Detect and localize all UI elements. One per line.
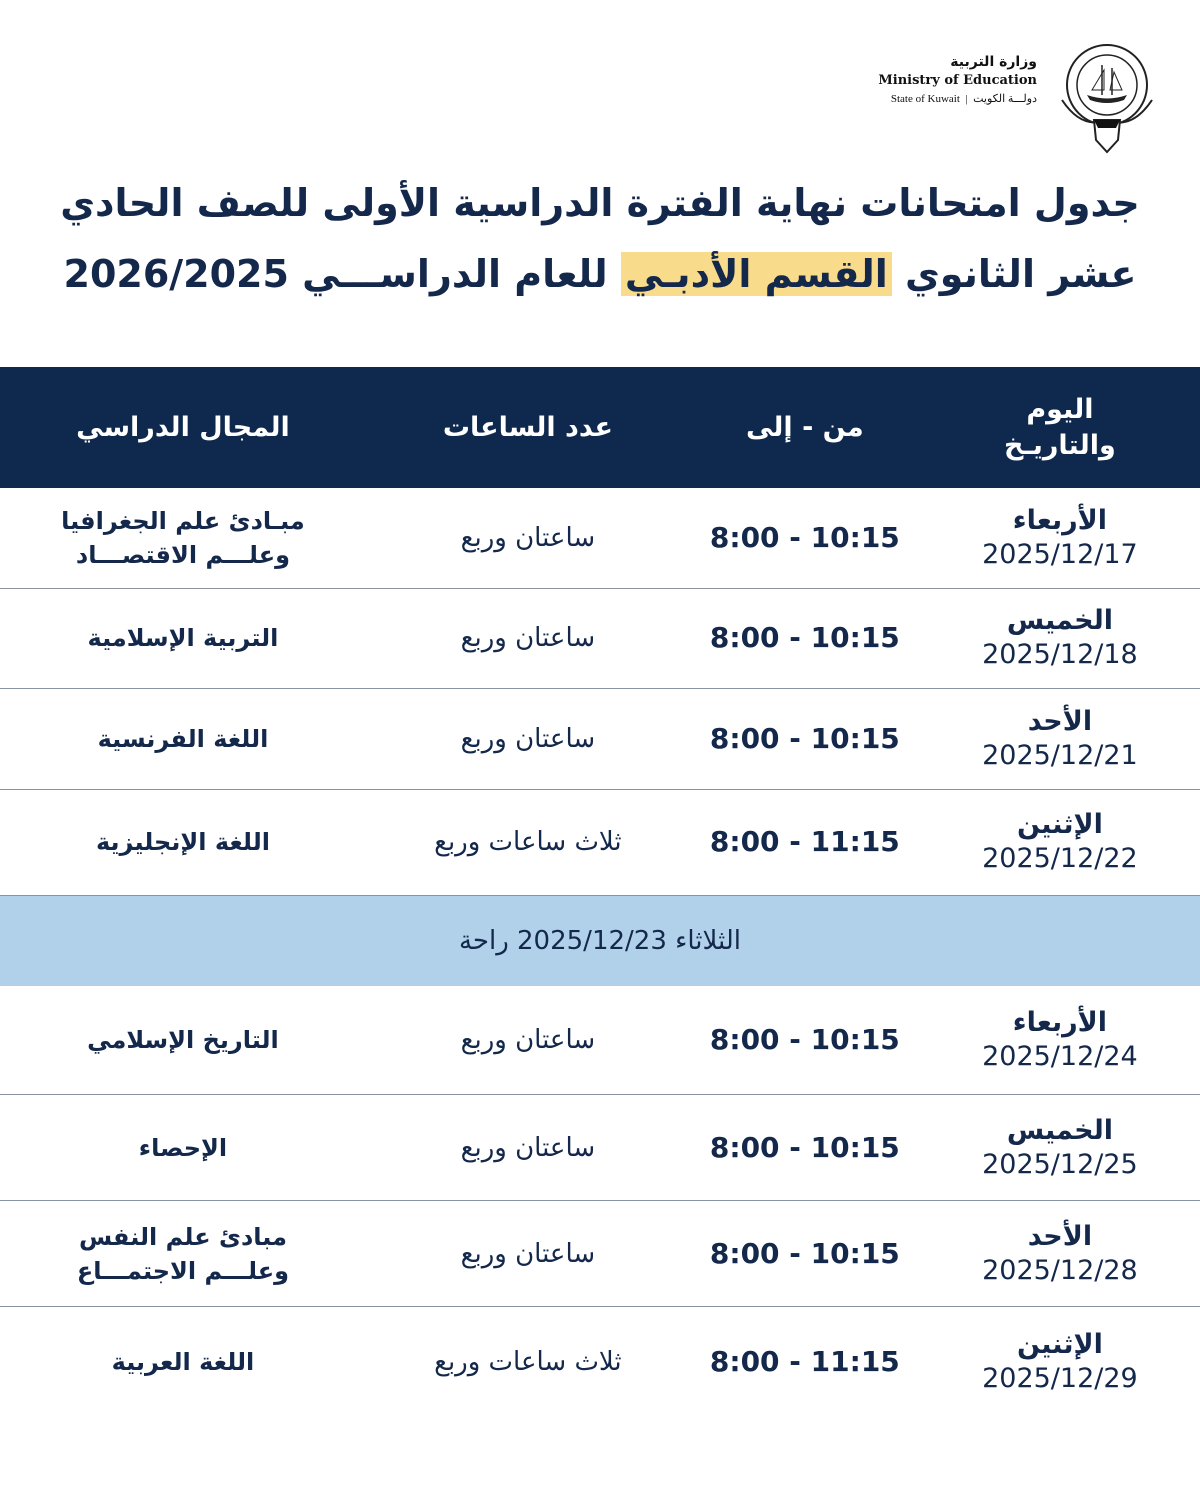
time-cell: 8:00 - 11:15 <box>709 1345 900 1379</box>
time-cell: 8:00 - 10:15 <box>690 986 920 1095</box>
day-date-cell <box>920 1201 1200 1307</box>
time-cell: 8:00 - 11:15 <box>690 789 920 895</box>
subject-text: اللغة العربية <box>111 1348 255 1377</box>
hours-cell: ثلاث ساعات وربع <box>434 1347 622 1378</box>
subject-cell <box>0 488 366 588</box>
day-name: الخميس <box>1006 605 1113 636</box>
subject-text: مبـادئ علم الجغرافيا وعلـــم الاقتصـــاد <box>61 506 305 569</box>
title-part: عشر الثانوي <box>904 252 1137 296</box>
time-cell: 8:00 - 10:15 <box>690 688 920 789</box>
subject-cell <box>0 986 366 1095</box>
ministry-logo <box>832 40 1162 155</box>
date: 2025/12/24 <box>982 1040 1138 1072</box>
ministry-name-en: Ministry of Education <box>878 73 1037 88</box>
day-name: الأحد <box>1027 705 1093 737</box>
hours-cell: ساعتان وربع <box>366 588 690 688</box>
subject-text: الإحصاء <box>138 1133 228 1162</box>
date: 2025/12/29 <box>982 1363 1138 1395</box>
day-name: الخميس <box>1006 1114 1113 1146</box>
title-line-2 <box>40 239 1160 310</box>
kuwait-emblem-icon <box>1052 40 1162 155</box>
day-name: الإثنين <box>1016 1329 1103 1361</box>
header-label: اليوم والتاريـخ <box>1004 393 1116 461</box>
day-date-cell <box>920 588 1200 688</box>
subject-text: مبادئ علم النفس وعلـــم الاجتمـــاع <box>76 1222 290 1285</box>
state-name: State of Kuwait | دولـــة الكويت <box>890 93 1037 105</box>
subject-cell <box>0 1307 366 1418</box>
day-date-cell <box>920 1307 1200 1418</box>
header-subject: المجال الدراسي <box>0 367 366 488</box>
table-row <box>0 688 1200 789</box>
date: 2025/12/22 <box>982 843 1138 874</box>
time-cell: 8:00 - 10:15 <box>690 588 920 688</box>
day-date-cell <box>920 688 1200 789</box>
hours-cell: ساعتان وربع <box>366 986 690 1095</box>
subject-cell <box>0 688 366 789</box>
hours-cell: ساعتان وربع <box>366 488 690 588</box>
title-highlight: القسم الأدبـي <box>621 252 892 296</box>
hours-cell: ساعتان وربع <box>366 688 690 789</box>
subject-cell <box>0 588 366 688</box>
day-name: الأربعاء <box>1012 504 1108 536</box>
header-day-date <box>920 367 1200 488</box>
table-row <box>0 789 1200 895</box>
table-row <box>0 1201 1200 1307</box>
day-name: الأربعاء <box>1012 1006 1108 1038</box>
time-cell: 8:00 - 10:15 <box>690 1095 920 1201</box>
state-en: State of Kuwait <box>890 93 960 105</box>
state-ar: دولـــة الكويت <box>973 93 1037 105</box>
time-cell: 8:00 - 10:15 <box>690 488 920 588</box>
table-row <box>0 488 1200 588</box>
day-name: الأحد <box>1027 1220 1093 1252</box>
table-row <box>0 986 1200 1095</box>
date: 2025/12/25 <box>982 1148 1138 1180</box>
day-date-cell <box>920 789 1200 895</box>
day-date-cell <box>920 1095 1200 1201</box>
header-time: من - إلى <box>690 367 920 488</box>
rest-day-row <box>0 895 1200 986</box>
date: 2025/12/18 <box>982 639 1138 670</box>
header-hours: عدد الساعات <box>366 367 690 488</box>
title-line-1: جدول امتحانات نهاية الفترة الدراسية الأولى للصف الحادي <box>60 181 1140 225</box>
table-header-row <box>0 367 1200 488</box>
title-part: للعام الدراســـي 2026/2025 <box>63 252 608 296</box>
subject-text: اللغة الفرنسية <box>97 724 269 753</box>
subject-cell <box>0 789 366 895</box>
date: 2025/12/28 <box>982 1254 1138 1286</box>
date: 2025/12/21 <box>982 739 1138 771</box>
table-row <box>0 1307 1200 1418</box>
time-cell: 8:00 - 10:15 <box>690 1201 920 1307</box>
exam-schedule-table <box>0 367 1200 1418</box>
day-date-cell <box>920 986 1200 1095</box>
day-name: الإثنين <box>1016 809 1103 840</box>
ministry-name-ar: وزارة التربية <box>950 54 1037 70</box>
hours-cell: ثلاث ساعات وربع <box>366 789 690 895</box>
subject-text: التاريخ الإسلامي <box>87 1025 279 1054</box>
subject-text: اللغة الإنجليزية <box>95 828 270 856</box>
date: 2025/12/17 <box>982 538 1138 570</box>
hours-cell: ساعتان وربع <box>366 1201 690 1307</box>
table-row <box>0 1095 1200 1201</box>
rest-day-text: الثلاثاء 2025/12/23 راحة <box>0 895 1200 986</box>
day-date-cell <box>920 488 1200 588</box>
hours-cell: ساعتان وربع <box>366 1095 690 1201</box>
subject-cell <box>0 1095 366 1201</box>
table-row <box>0 588 1200 688</box>
page-title <box>40 168 1160 310</box>
subject-text: التربية الإسلامية <box>87 624 279 652</box>
subject-cell <box>0 1201 366 1307</box>
